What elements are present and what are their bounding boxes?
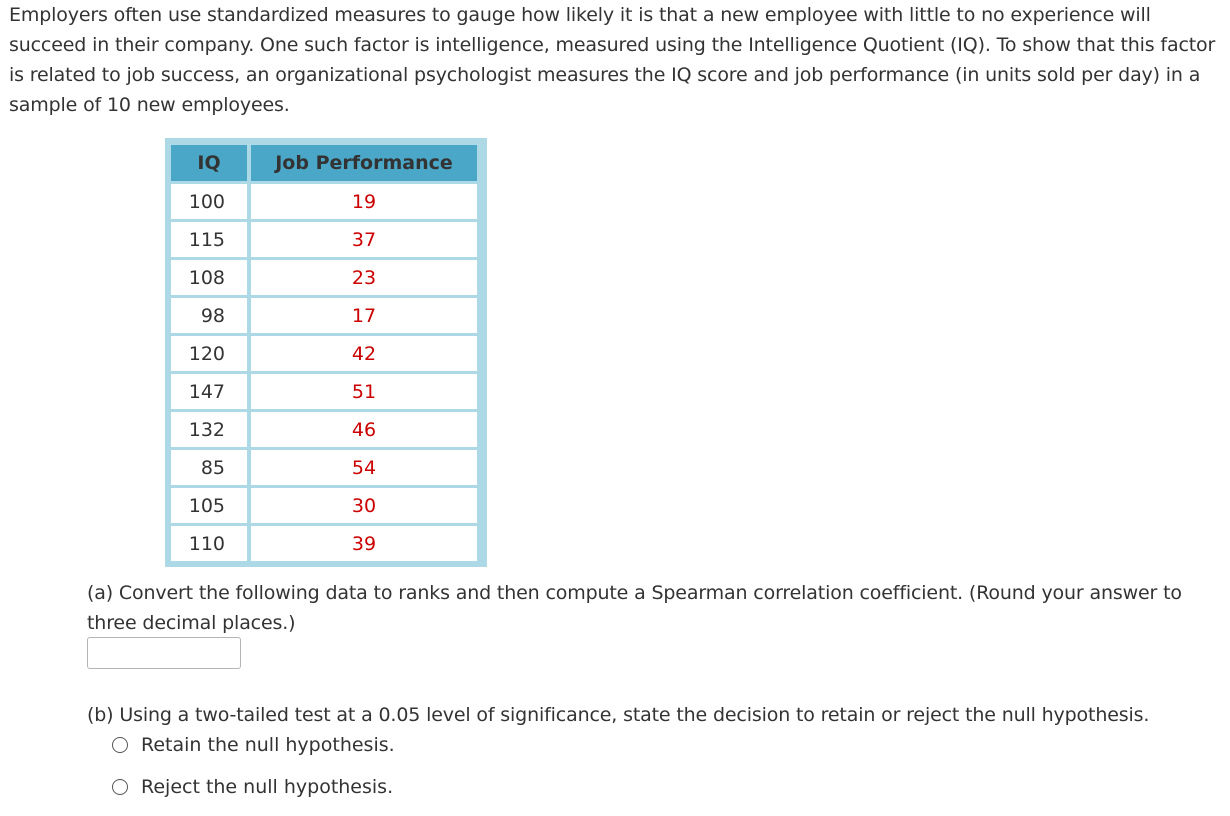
radio-button-reject[interactable] [112,779,128,795]
question-part-b: (b) Using a two-tailed test at a 0.05 level of significance, state the decision to retain or reject the null hypothesis. [87,704,1150,726]
iq-cell: 120 [171,336,251,374]
table-row [171,298,477,336]
option-reject-label: Reject the null hypothesis. [141,776,394,798]
table-row [171,488,477,526]
job-performance-cell: 30 [251,488,477,526]
job-performance-cell: 39 [251,526,477,564]
job-performance-cell: 54 [251,450,477,488]
iq-cell: 98 [171,298,251,336]
table-row [171,526,477,564]
table-row [171,450,477,488]
iq-cell: 108 [171,260,251,298]
job-performance-cell: 17 [251,298,477,336]
data-table [171,145,477,564]
table-row [171,374,477,412]
data-table-container [165,138,487,567]
job-performance-cell: 19 [251,184,477,222]
job-performance-cell: 42 [251,336,477,374]
problem-intro: Employers often use standardized measures to gauge how likely it is that a new employee with little to no experience will succeed in their company. One such factor is intelligence, measured using the Intelligence Quotient (IQ). To show that this factor is related to job success, an organizational psychologist measures the IQ score and job performance (in units sold per day) in a sample of 10 new employees. [9,4,1216,116]
job-performance-cell: 51 [251,374,477,412]
iq-cell: 85 [171,450,251,488]
option-retain-label: Retain the null hypothesis. [141,734,395,756]
iq-cell: 147 [171,374,251,412]
job-performance-cell: 37 [251,222,477,260]
iq-cell: 100 [171,184,251,222]
job-performance-cell: 23 [251,260,477,298]
option-reject-null[interactable] [112,772,393,802]
table-row [171,260,477,298]
column-header-iq: IQ [171,145,251,184]
job-performance-cell: 46 [251,412,477,450]
table-header-row [171,145,477,184]
table-row [171,336,477,374]
table-row [171,412,477,450]
spearman-answer-input[interactable] [87,637,241,669]
question-part-a: (a) Convert the following data to ranks and then compute a Spearman correlation coefficient. (Round your answer to three decimal places.) [87,582,1182,634]
iq-cell: 105 [171,488,251,526]
iq-cell: 115 [171,222,251,260]
iq-cell: 132 [171,412,251,450]
column-header-job-performance: Job Performance [251,145,477,184]
table-row [171,222,477,260]
radio-button-retain[interactable] [112,737,128,753]
option-retain-null[interactable] [112,730,395,760]
table-row [171,184,477,222]
iq-cell: 110 [171,526,251,564]
